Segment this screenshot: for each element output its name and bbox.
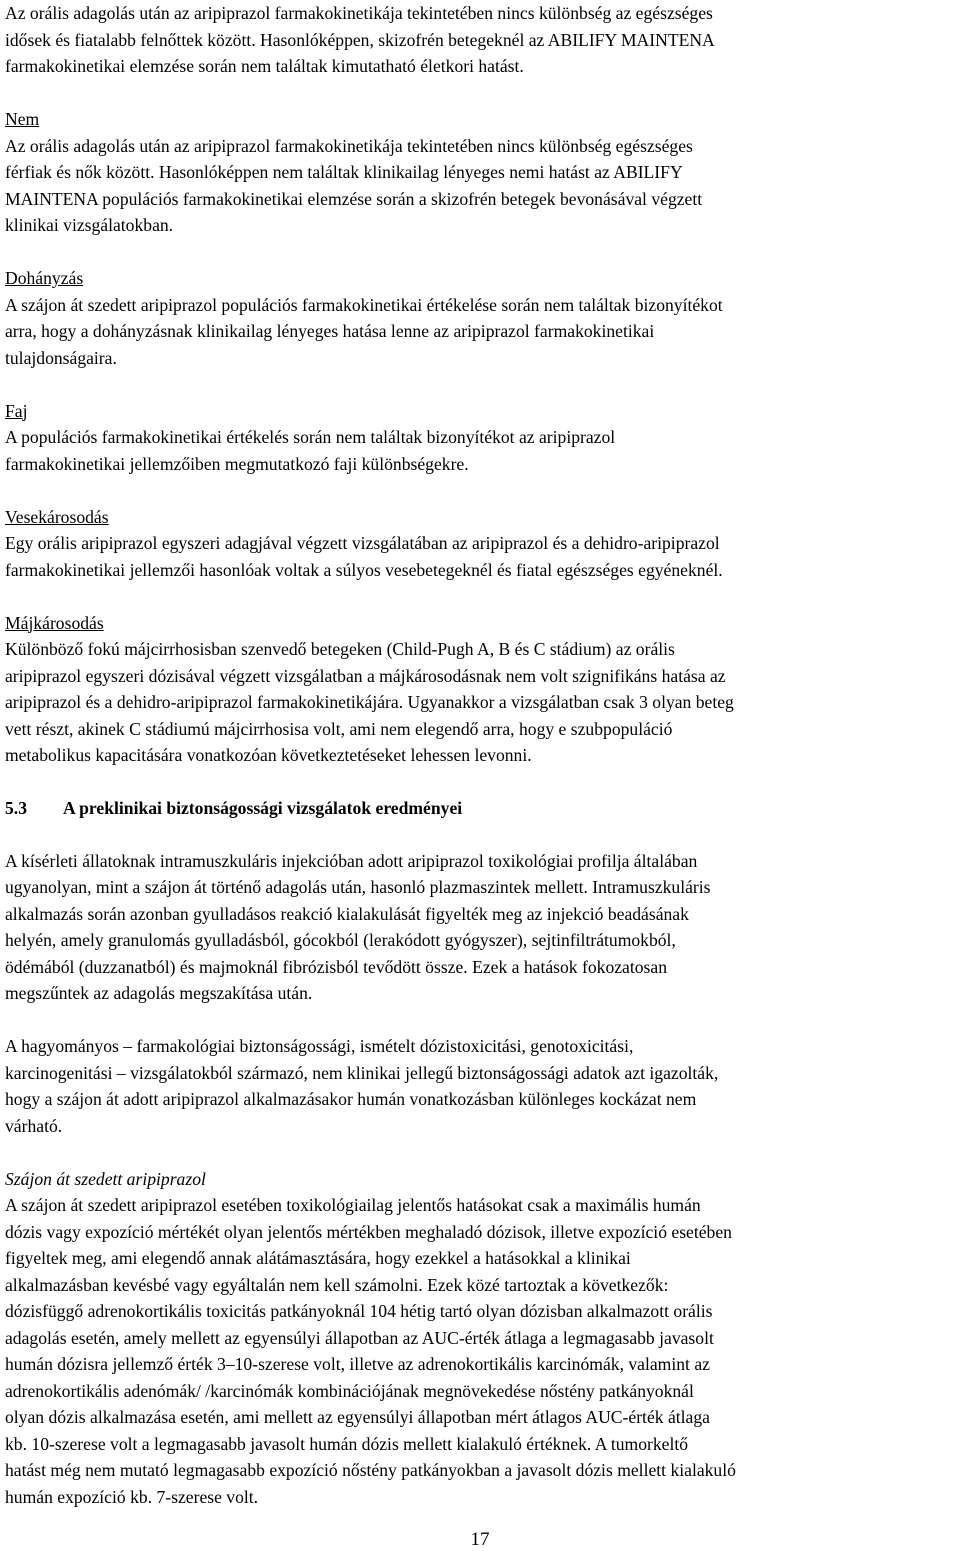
- subheading-renal-impairment: Vesekárosodás: [5, 506, 109, 527]
- section-number: 5.3: [5, 798, 27, 818]
- subheading-smoking: Dohányzás: [5, 268, 84, 288]
- text-line: karcinogenitási – vizsgálatokból származó, nem klinikai jellegű biztonságossági adatok azt igazolták,: [5, 1062, 719, 1083]
- text-line: kb. 10-szerese volt a legmagasabb javasolt humán dózis mellett kialakuló értéknek. A tumorkeltő: [5, 1433, 689, 1454]
- section-heading-preclinical: [5, 795, 960, 822]
- text-line: férfiak és nők között. Hasonlóképpen nem találtak klinikailag lényeges nemi hatást az ABILIFY: [5, 162, 683, 182]
- section-oral-aripiprazole: [5, 1166, 960, 1511]
- text-line: Az orális adagolás után az aripiprazol farmakokinetikája tekintetében nincs különbség egészséges: [5, 135, 693, 156]
- text-line: olyan dózis alkalmazása esetén, ami mellett az egyensúlyi állapotban mért átlagos AUC-érték átlaga: [5, 1407, 710, 1427]
- text-line: alkalmazásban kevésbé vagy egyáltalán nem kell számolni. Ezek közé tartoztak a következők:: [5, 1274, 669, 1295]
- section-smoking: [5, 265, 960, 371]
- paragraph-age: [5, 0, 960, 80]
- text-line: tulajdonságaira.: [5, 347, 117, 368]
- subheading-oral-aripiprazole: Szájon át szedett aripiprazol: [5, 1168, 206, 1189]
- text-line: hogy a szájon át adott aripiprazol alkalmazásakor humán vonatkozásban különleges kockázat nem: [5, 1089, 697, 1109]
- text-line: dózis vagy expozíció mértékét olyan jelentős mértékben meghaladó dózisok, illetve expozíció esetében: [5, 1221, 732, 1242]
- text-line: humán dózisra jellemző érték 3–10-szerese volt, illetve az adrenokortikális karcinómák, valamint az: [5, 1354, 710, 1374]
- text-line: várható.: [5, 1115, 63, 1136]
- text-line: Egy orális aripiprazol egyszeri adagjával végzett vizsgálatában az aripiprazol és a dehidro-aripiprazol: [5, 533, 720, 553]
- subheading-hepatic-impairment: Májkárosodás: [5, 612, 104, 633]
- text-line: A hagyományos – farmakológiai biztonságossági, ismételt dózistoxicitási, genotoxicitási,: [5, 1036, 634, 1056]
- text-line: MAINTENA populációs farmakokinetikai elemzése során a skizofrén betegek bevonásával végzett: [5, 188, 703, 209]
- paragraph-im-toxicology: [5, 848, 960, 1007]
- text-line: A kísérleti állatoknak intramuszkuláris injekcióban adott aripiprazol toxikológiai profilja általában: [5, 850, 698, 871]
- paragraph-conventional-studies: [5, 1033, 960, 1139]
- text-line: klinikai vizsgálatokban.: [5, 215, 174, 235]
- text-line: ödémából (duzzanatból) és majmoknál fibrózisból tevődött össze. Ezek a hatások fokozatosan: [5, 956, 667, 977]
- text-line: humán expozíció kb. 7-szerese volt.: [5, 1486, 259, 1507]
- text-line: farmakokinetikai jellemzői hasonlóak voltak a súlyos vesebetegeknél és fiatal egészséges egyéneknél.: [5, 559, 723, 580]
- text-line: farmakokinetikai elemzése során nem találtak kimutatható életkori hatást.: [5, 56, 524, 76]
- text-line: Különböző fokú májcirrhosisban szenvedő betegeken (Child-Pugh A, B és C stádium) az orális: [5, 639, 675, 659]
- text-line: Az orális adagolás után az aripiprazol farmakokinetikája tekintetében nincs különbség az egészséges: [5, 3, 713, 23]
- text-line: arra, hogy a dohányzásnak klinikailag lényeges hatása lenne az aripiprazol farmakokinetikai: [5, 321, 655, 341]
- section-gender: [5, 106, 960, 239]
- section-renal-impairment: [5, 504, 960, 584]
- text-line: megszűntek az adagolás megszakítása után.: [5, 983, 313, 1003]
- text-line: aripiprazol és a dehidro-aripiprazol farmakokinetikájára. Ugyanakkor a vizsgálatban csak 3 olyan beteg: [5, 692, 734, 712]
- text-line: adrenokortikális adenómák/ /karcinómák kombinációjának megnövekedése nőstény patkányoknál: [5, 1380, 694, 1401]
- section-race: [5, 398, 960, 478]
- page-number: 17: [470, 1529, 490, 1550]
- text-line: hatást még nem mutató legmagasabb expozíció nőstény patkányokban a javasolt dózis mellett kialakuló: [5, 1460, 736, 1480]
- text-line: alkalmazás során azonban gyulladásos reakció kialakulását figyelték meg az injekció beadásának: [5, 903, 689, 924]
- text-line: dózisfüggő adrenokortikális toxicitás patkányoknál 104 hétig tartó olyan dózisban alkalmazott orális: [5, 1301, 713, 1321]
- text-line: A szájon át szedett aripiprazol populációs farmakokinetikai értékelése során nem találtak bizonyítékot: [5, 294, 723, 315]
- text-line: figyeltek meg, ami elegendő annak alátámasztására, hogy ezekkel a hatásokkal a klinikai: [5, 1248, 631, 1268]
- subheading-gender: Nem: [5, 109, 40, 129]
- section-hepatic-impairment: [5, 610, 960, 769]
- text-line: metabolikus kapacitására vonatkozóan következtetéseket lehessen levonni.: [5, 745, 532, 765]
- text-line: helyén, amely granulomás gyulladásból, gócokból (lerakódott gyógyszer), sejtinfiltrátumokból,: [5, 930, 676, 950]
- document-page: [5, 0, 960, 1510]
- text-line: ugyanolyan, mint a szájon át történő adagolás után, hasonló plazmaszintek mellett. Intramuszkuláris: [5, 877, 711, 897]
- text-line: aripiprazol egyszeri dózisával végzett vizsgálatban a májkárosodásnak nem volt szignifikáns hatása az: [5, 665, 726, 686]
- section-title: A preklinikai biztonságossági vizsgálatok eredményei: [63, 798, 463, 818]
- text-line: idősek és fiatalabb felnőttek között. Hasonlóképpen, skizofrén betegeknél az ABILIFY MAINTENA: [5, 29, 715, 50]
- text-line: farmakokinetikai jellemzőiben megmutatkozó faji különbségekre.: [5, 453, 469, 474]
- text-line: A populációs farmakokinetikai értékelés során nem találtak bizonyítékot az aripiprazol: [5, 427, 616, 447]
- text-line: vett részt, akinek C stádiumú májcirrhosisa volt, ami nem elegendő arra, hogy e szubpopuláció: [5, 718, 673, 739]
- text-line: adagolás esetén, amely mellett az egyensúlyi állapotban az AUC-érték átlaga a legmagasabb javasolt: [5, 1327, 714, 1348]
- subheading-race: Faj: [5, 400, 28, 421]
- text-line: A szájon át szedett aripiprazol esetében toxikológiailag jelentős hatásokat csak a maximális humán: [5, 1195, 701, 1215]
